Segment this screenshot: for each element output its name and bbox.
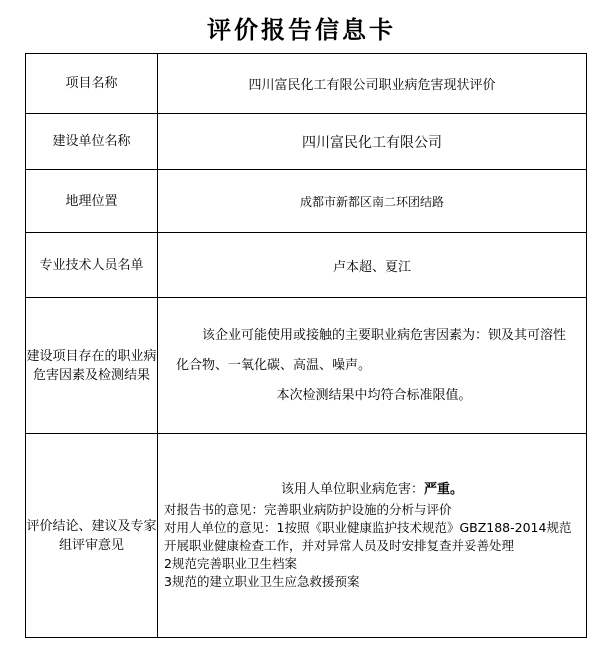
project-name-label: 项目名称 [26,54,158,114]
table-row [26,170,587,233]
location-label: 地理位置 [26,170,158,233]
conclusion-label: 评价结论、建议及专家组评审意见 [26,434,158,638]
table-row [26,434,587,638]
unit-opinion-1-text: 对用人单位的意见：1按照《职业健康监护技术规范》GBZ188-2014规范开展职业健康检查工作，并对异常人员及时安排复查并妥善处理 [164,519,572,553]
table-row [26,233,587,298]
location-value: 成都市新都区南二环团结路 [158,170,587,233]
table-row [26,114,587,170]
table-row [26,298,587,434]
info-card-table [25,53,587,638]
unit-name-value: 四川富民化工有限公司 [158,114,587,170]
unit-opinion-2-text: 2规范完善职业卫生档案 [164,555,297,571]
project-name-value: 四川富民化工有限公司职业病危害现状评价 [158,54,587,114]
staff-label: 专业技术人员名单 [26,233,158,298]
hazard-level-value: 严重。 [424,481,464,497]
conclusion-cell [158,434,587,638]
hazard-level-prefix: 该用人单位职业病危害： [280,481,424,497]
hazards-factors-text: 该企业可能使用或接触的主要职业病危害因素为：钡及其可溶性化合物、一氧化碳、高温、噪声。 [176,327,567,373]
hazard-level-line [164,481,580,499]
hazards-result-text: 本次检测结果中均符合标准限值。 [276,387,472,403]
hazards-label: 建设项目存在的职业病危害因素及检测结果 [26,298,158,434]
unit-name-label: 建设单位名称 [26,114,158,170]
table-row [26,54,587,114]
unit-opinion-3-text: 3规范的建立职业卫生应急救援预案 [164,573,360,589]
staff-value: 卢本超、夏江 [158,233,587,298]
hazards-cell [158,298,587,434]
report-opinion-text: 对报告书的意见：完善职业病防护设施的分析与评价 [164,501,452,517]
page-title: 评价报告信息卡 [207,15,396,44]
